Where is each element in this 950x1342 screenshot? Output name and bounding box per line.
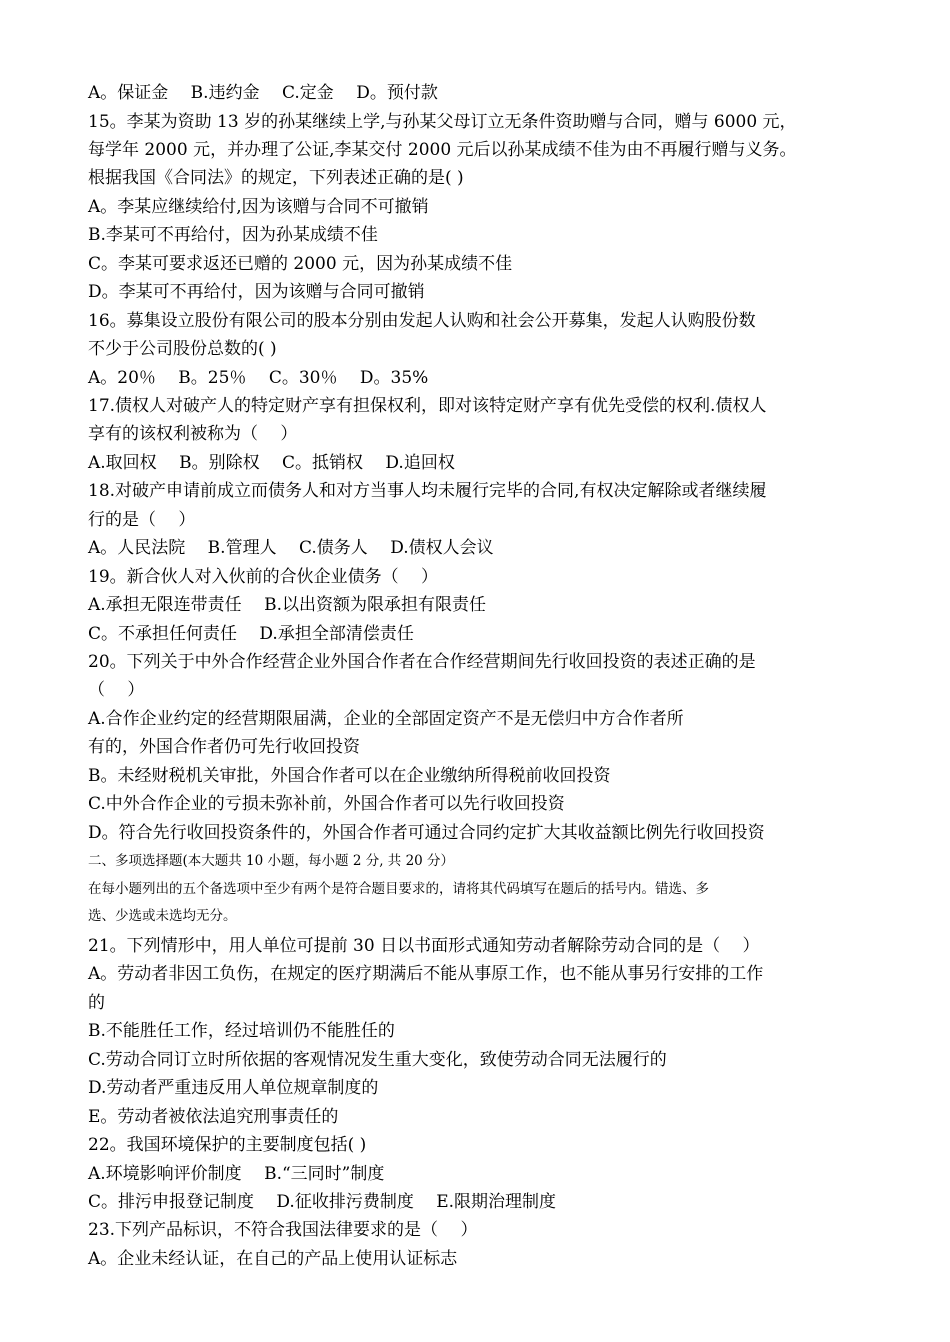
q21-option-a-line-1: A。劳动者非因工负伤，在规定的医疗期满后不能从事原工作，也不能从事另行安排的工作	[88, 964, 764, 984]
section-instruction-line-2: 选、少选或未选均无分。	[88, 908, 237, 924]
q20-option-a-line-2: 有的，外国合作者仍可先行收回投资	[88, 737, 360, 757]
q16-stem-line-2: 不少于公司股份总数的( )	[88, 339, 277, 359]
q20-option-a-line-1: A.合作企业约定的经营期限届满，企业的全部固定资产不是无偿归中方合作者所	[88, 709, 684, 729]
q19-options-cd: C。不承担任何责任 D.承担全部清偿责任	[88, 624, 414, 644]
q15-option-a: A。李某应继续给付,因为该赠与合同不可撤销	[88, 197, 429, 217]
q15-option-c: C。李某可要求返还已赠的 2000 元，因为孙某成绩不佳	[88, 254, 513, 274]
q22-options-ab: A.环境影响评价制度 B.“三同时”制度	[88, 1164, 385, 1184]
q21-option-b: B.不能胜任工作，经过培训仍不能胜任的	[88, 1021, 395, 1041]
q15-option-d: D。李某可不再给付，因为该赠与合同可撤销	[88, 282, 425, 302]
q20-stem-line-2: （ ）	[88, 680, 145, 700]
q15-stem-line-3: 根据我国《合同法》的规定，下列表述正确的是( )	[88, 168, 464, 188]
q20-option-b: B。未经财税机关审批，外国合作者可以在企业缴纳所得税前收回投资	[88, 766, 611, 786]
section-instruction-line-1: 在每小题列出的五个备选项中至少有两个是符合题目要求的，请将其代码填写在题后的括号内。错选、多	[88, 881, 709, 897]
q18-stem-line-2: 行的是（ ）	[88, 510, 196, 530]
q15-option-b: B.李某可不再给付，因为孙某成绩不佳	[88, 225, 378, 245]
q18-options: A。人民法院 B.管理人 C.债务人 D.债权人会议	[88, 538, 494, 558]
q21-option-e: E。劳动者被依法追究刑事责任的	[88, 1107, 339, 1127]
q22-options-cde: C。排污申报登记制度 D.征收排污费制度 E.限期治理制度	[88, 1192, 557, 1212]
q23-option-a: A。企业未经认证，在自己的产品上使用认证标志	[88, 1249, 458, 1269]
q22-stem: 22。我国环境保护的主要制度包括( )	[88, 1135, 367, 1155]
q21-option-d: D.劳动者严重违反用人单位规章制度的	[88, 1078, 379, 1098]
q16-stem-line-1: 16。募集设立股份有限公司的股本分别由发起人认购和社会公开募集，发起人认购股份数	[88, 311, 756, 331]
q20-option-c: C.中外合作企业的亏损未弥补前，外国合作者可以先行收回投资	[88, 794, 565, 814]
q19-options-ab: A.承担无限连带责任 B.以出资额为限承担有限责任	[88, 595, 486, 615]
q21-option-c: C.劳动合同订立时所依据的客观情况发生重大变化，致使劳动合同无法履行的	[88, 1050, 667, 1070]
q14-options: A。保证金 B.违约金 C.定金 D。预付款	[88, 83, 438, 103]
q18-stem-line-1: 18.对破产申请前成立而债务人和对方当事人均未履行完毕的合同,有权决定解除或者继续履	[88, 481, 767, 501]
q17-options: A.取回权 B。别除权 C。抵销权 D.追回权	[88, 453, 455, 473]
q17-stem-line-1: 17.债权人对破产人的特定财产享有担保权利，即对该特定财产享有优先受偿的权利.债权人	[88, 396, 767, 416]
q17-stem-line-2: 享有的该权利被称为（ ）	[88, 424, 298, 444]
q20-stem-line-1: 20。下列关于中外合作经营企业外国合作者在合作经营期间先行收回投资的表述正确的是	[88, 652, 756, 672]
q15-stem-line-1: 15。李某为资助 13 岁的孙某继续上学,与孙某父母订立无条件资助赠与合同，赠与 6000 元，	[88, 112, 797, 132]
q16-options: A。20％ B。25％ C。30％ D。35%	[88, 368, 429, 388]
q21-option-a-line-2: 的	[88, 993, 105, 1013]
q21-stem: 21。下列情形中，用人单位可提前 30 日以书面形式通知劳动者解除劳动合同的是（ ）	[88, 936, 760, 956]
q23-stem: 23.下列产品标识，不符合我国法律要求的是（ ）	[88, 1220, 478, 1240]
q15-stem-line-2: 每学年 2000 元，并办理了公证,李某交付 2000 元后以孙某成绩不佳为由不再履行赠与义务。	[88, 140, 797, 160]
q19-stem: 19。新合伙人对入伙前的合伙企业债务（ ）	[88, 567, 439, 587]
q20-option-d: D。符合先行收回投资条件的，外国合作者可通过合同约定扩大其收益额比例先行收回投资	[88, 823, 765, 843]
section-heading-multiple-choice: 二、多项选择题(本大题共 10 小题，每小题 2 分, 共 20 分）	[88, 853, 455, 869]
